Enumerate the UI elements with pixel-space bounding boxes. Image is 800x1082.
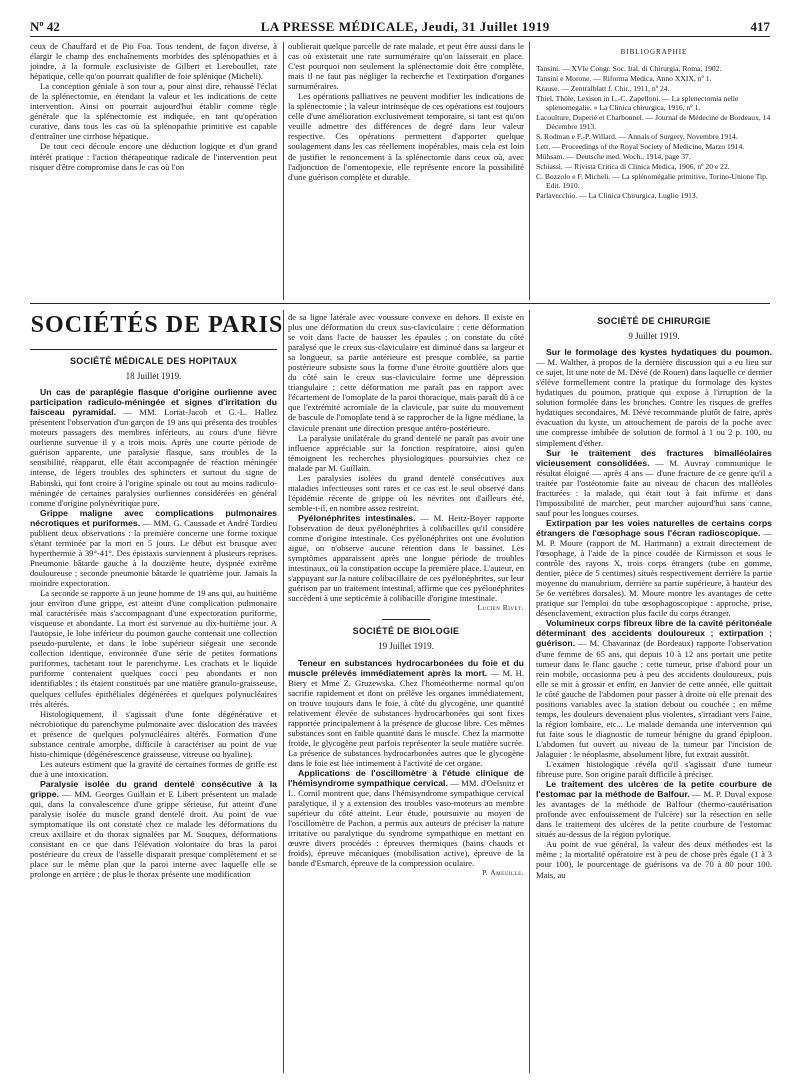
article-body: — M. Chavannaz (de Bordeaux) rapporte l'observation d'une femme de 65 ans, qui depuis 10 à 12 ans portait une petite tumeur dans le flanc gauche ; cette tumeur, prise d'abord pour un rein mobile, occasionna peu à peu des accidents douloureux, puis elle se mit à grossir et enfin, en Janvier de cette année, elle quittait le côté gauche de l'abdomen pour passer à droite où elle prenait des positions variables avec la station debout ou couchée ; en même temps, les douleurs devenaient plus violentes, s'irradiant vers l'aine, la région lombaire, etc... Le malade demanda une intervention qui fut faite sous le diagnostic de tumeur bénigne du grand épiploon. L'abdomen fut ouvert au niveau de la tumeur par l'incision de Jalaguier : le néoplasme, absolument libre, fut extrait aussitôt.	[536, 638, 772, 759]
issue-number: Nº 42	[30, 19, 60, 34]
column-rule	[529, 42, 530, 300]
biblio-entry: Thiel, Thöle, Lexison in L.-C. Zapelloni. — La splenectomia nelle splenomegalie. » La Clinica chirurgica, 1916, nº 1.	[536, 93, 739, 113]
article-title: Grippe maligne avec complications pulmonaires nécrotiques et puriformes.	[30, 507, 277, 528]
section-date: 19 Juillet 1919.	[378, 641, 434, 652]
biblio-entry: Lett. — Proceedings of the Royal Society of Medicine, Marzo 1914.	[536, 142, 745, 152]
article-title: Sur le traitement des fractures bimalléolaires vicieusement consolidées.	[536, 447, 772, 468]
running-head	[30, 18, 770, 36]
article-body: La seconde se rapporte à un jeune homme de 19 ans qui, au huitième jour environ d'une grippe, est atteint d'une complication pulmonaire mal caractérisée mais s'accompagnant d'une expectoration puriforme, visqueuse et abondante. La mort est survenue au dix-huitième jour. A l'autopsie, le lobe inférieur du poumon gauche contenait une collection pseudo-purulente, et dans le lobe supérieur siégeait une seconde collection identique, environnée d'une série de petites formations puriformes, tachetant tout le parenchyme. Les crachats et le liquide puriforme contenaient quelques cocci peu abondants et non identifiables ; ils étaient constitués par une matière granulo-graisseuse, quelques cellules épithéliales dégénérées et quelques polynucléaires très altérés.	[30, 588, 277, 709]
article-body: — MM. Lortat-Jacob et G.-L. Hallez présentent l'observation d'un garçon de 19 ans qui présenta des troubles moteurs passagers des membres inférieurs, au cours d'une fièvre ourlienne survenue il y a trois mois. Après une courte période de guérison apparente, une paralysie flasque, sans troubles de la sensibilité, réapparut, elle était accompagnée de réaction méningée intense, de légers troubles des sphincters et surtout du signe de Babinski, qui font croire à l'origine spinale ou tout au moins radiculo-méningée de certaines paralysies ourliennes considérées en général comme d'origine polynévritique pure.	[30, 407, 277, 508]
article-body: — M. Walther, à propos de la dernière discussion qui a eu lieu sur ce sujet, lit une note de M. Dévé (de Rouen) dans laquelle ce dernier s'élève formellement contre la pratique du formolage des kystes hydatiques du poumon, pratique qui expose à l'irruption de la solution formolée dans les bronches. Contre les risques de greffes hydatiques secondaires, M. Dévé recommande plutôt de faire, après évacuation du kyste, un attouchement de parois de la poche avec une compresse imbibée de solution de formol à 1 ou 2 p. 100, ou simplement d'éther.	[536, 357, 772, 448]
biblio-entry: Parlavecchio. — La Clinica Chirurgica, Luglio 1913.	[536, 191, 698, 201]
article-body: — MM. d'Oelsnitz et L. Cornil montrent que, dans l'hémisyndrome sympathique cervical paralytique, il y a extension des troubles vaso-moteurs au membre supérieur du côté atteint. Leur étude, poursuivie au moyen de l'oscillomètre de Pachon, a permis aux auteurs de préciser la nature irritative ou paralytique du syndrome sympathique en mettant en œuvre divers procédés : épreuves thermiques (bains chauds et froids), épreuve mécaniques (mobilisation active), épreuve de la bande d'Esmarch, épreuve de la compression oculaire.	[288, 778, 524, 869]
paragraph: oublierait quelque parcelle de rate malade, et peut être aussi dans le cas où existerait une rate surnuméraire qu'on laisserait en place. C'est pourquoi non seulement la splénectomie doit être complète, mais il ne faut pas négliger la recherche et l'extirpation d'organes surnuméraires.	[288, 41, 524, 92]
divider	[30, 349, 277, 350]
biblio-entry: Tansini. — XVIe Congr. Soc. Ital. di Chirurgia, Roma, 1902.	[536, 64, 722, 74]
article-body: — M. Heitz-Boyer rapporte l'observation de deux pyélonéphrites à colibacilles qu'il considère comme d'origine intestinale. Ces pyélonéphrites ont une évolution aiguë, on n'observe aucune rétention dans le bassinet. Les symptômes apparaissent après une longue période de troubles intestinaux, où la constipation occupe la première place. L'auteur, en s'appuyant sur la nature colibacillaire de ces pyélonéphrites, sur leur guérison par un traitement intestinal, affirme que ces pyélonéphrites succèdent à une septicémie à colibacille d'origine intestinale.	[288, 512, 524, 604]
article-title: Un cas de paraplégie flasque d'origine ourlienne avec participation radiculo-méningée et signes d'irritation du faisceau pyramidal.	[30, 387, 277, 418]
column-rule	[529, 310, 530, 1073]
societes-banner: SOCIÉTÉS DE PARIS	[30, 312, 284, 338]
column-rule	[283, 310, 284, 1073]
page-number: 417	[750, 19, 770, 34]
article-body: — M. P. Duval expose les avantages de la méthode de Balfour (thermo-cautérisation profonde avec enfouissement de l'ulcère) sur la résection en selle dans le traitement des ulcères de la petite courbure de l'estomac situés au-dessus de la région pylorique.	[536, 789, 772, 840]
biblio-entry: Tansini e Morone. — Riforma Medica, Anno XXIX, nº 1.	[536, 73, 712, 83]
section-heading: SOCIÉTÉ DE BIOLOGIE	[352, 626, 460, 637]
article-body: Les auteurs estiment que la gravité de certaines formes de griffe est due à une intoxication.	[30, 758, 277, 779]
article-body: de sa ligne latérale avec voussure convexe en dehors. Il existe en plus une déformation du creux sus-claviculaire : cette déformation se voit dans l'acte de hausser les épaules ; on constate du côté paralysé que le creux sus-claviculaire est diminué dans sa largeur et sa longueur, sa partie antérieure est presque comblée, sa partie postérieure subsiste sous la forme d'une étroite gouttière alors que du côté sain le creux sus-claviculaire forme une dépression triangulaire ; cette déformation me paraît pas en rapport avec l'écartement de l'omoplate de la paroi thoracique, mais paraît dû à ce que l'extrémité acromiale de la clavicule, par suite du mouvement de bascule de l'omoplate tend à se rapprocher de la ligne médiane, la clavicule prenant une direction presque antéro-postérieure.	[288, 312, 524, 433]
bottom-column-2	[288, 312, 524, 1074]
section-rule	[30, 303, 770, 304]
section-date: 9 Juillet 1919.	[628, 331, 680, 342]
biblio-entry: C. Bozzolo e F. Micheli. — La splénomégalie primitive, Torino-Unione Tip. Edit. 1910.	[536, 172, 768, 191]
biblio-entry: S. Rodman e F.-P. Willard. — Annals of Surgery, Novembre 1914.	[536, 132, 738, 142]
article-title: Pyélonéphrites intestinales.	[298, 512, 416, 523]
article-title: Sur le formolage des kystes hydatiques du poumon.	[546, 347, 772, 358]
divider	[382, 619, 430, 620]
article-body: Au point de vue général, la valeur des deux méthodes est la même ; la mortalité opératoire est à peu de chose près égale (1 à 3 pour 100), le pourcentage de guérisons va de 70 à 80 pour 100. Mais, au	[536, 839, 772, 880]
article-body: — M. H. Biery et Mme Z. Gruzewska. Chez l'homéotherme normal qu'on sacrifie rapidement et dont on prélève les organes immédiatement, on trouve toujours dans le foie, à côté du glycogène, une quantité relativement élevée de substances hydrocarbonées qui sont fixes rapportée principalement à la présence de glucose libre. Ces mêmes substances sont en faible quantité dans le muscle. Chez la marmotte froide, le glycogène peut parfois représenter la seule matière sucrée. La présence de substances hydrocarbonées autres que le glycogène dans le foie est liée intimement à l'activité de cet organe.	[288, 667, 524, 768]
article-body: Les paralysies isolées du grand dentelé consécutives aux maladies infectieuses sont rares et ce cas est le seul observé dans l'épidémie récente de grippe où les névrites ont d'ailleurs été, semble-t-il, en nombre assez restreint.	[288, 472, 524, 513]
header-rule	[30, 36, 770, 37]
biblio-entry: Lacoulture, Duperié et Charbonnel. — Journal de Médecine de Bordeaux, 14 Décembre 1913.	[536, 113, 771, 132]
article-title: Applications de l'oscillomètre à l'étude clinique de l'hémisyndrome sympathique cervical.	[288, 768, 524, 789]
paragraph: De tout ceci découle encore une déduction logique et d'un grand intérêt pratique : l'action thérapeutique radicale de l'intervention peut risquer d'être compromise dans le cas où l'on	[30, 141, 277, 172]
biblio-entry: Krause. — Zentralblatt f. Chir., 1911, nº 24.	[536, 83, 670, 93]
article-body: Histologiquement, il s'agissait d'une fonte dégénérative et nécrobiotique du parenchyme pulmonaire avec dislocation des travées et présence de quelques polynucléaires altérés. Formation d'une substance centrale amorphe, difficile à caractériser au point de vue histo-chimique (dégénérescence graisseuse, vitreuse ou hyaline).	[30, 708, 277, 759]
signature: Lucien Rivet.	[477, 603, 524, 613]
top-column-1	[30, 41, 277, 303]
top-column-2	[288, 41, 524, 303]
bibliography	[536, 41, 772, 303]
article-title: Le traitement des ulcères de la petite courbure de l'estomac par la méthode de Balfour.	[536, 779, 772, 800]
section-heading: SOCIÉTÉ DE CHIRURGIE	[597, 316, 711, 326]
section-heading: SOCIÉTÉ MÉDICALE DES HOPITAUX	[69, 356, 238, 366]
journal-title: LA PRESSE MÉDICALE, Jeudi, 31 Juillet 1919	[260, 19, 550, 34]
paragraph: Les opérations palliatives ne peuvent modifier les indications de la splénectomie ; la valeur intrinsèque de ces opérations est toujours celle d'une amélioration exclusivement temporaire, si tant est qu'on veuille admettre des différences de degré dans leur valeur respective. Ces opérations permettent d'apporter quelque soulagement dans les cas réellement inopérables, mais cela est loin de justifier le renoncement à la splénectomie dans ceux où, avec l'adjonction de l'omentopexie, elle représente encore la possibilité d'une guérison complète et durable.	[288, 91, 524, 182]
article-body: — MM. Georges Guillain et E Libert présentent un malade qui, dans la convalescence d'une grippe sérieuse, fut atteint d'une paralysie isolée du muscle grand dentelé droit. Au point de vue symptomatique ils ont constaté chez ce malade les déformations du creux axillaire et du thorax signalées par M. Souques, déformations consistant en ce que dans l'élévation volontaire du bras la paroi postérieure du creux de l'asselle disparait presque complètement et se place sur le même plan que la paroi interne avec laquelle elle se prolonge en arrière ; de plus le thorax présente une modification	[30, 788, 277, 880]
article-title: Extirpation par les voies naturelles de certains corps étrangers de l'œsophage sous l'écran radioscopique.	[536, 517, 772, 538]
article-body: — M. P. Moure (rapport de M. Hartmann) a extrait directement de l'œsophage, à l'aide de la pince coudée de Kirmisson et sous le contrôle des rayons X, trois corps étrangers (tube en gomme, dentier, pièce de 5 centimes) situés respectivement derrière la partie moyenne du manubrium, derrière sa partie supérieure, à hauteur des 5e 6e vertèbres dorsales). M. Moure montre les avantages de cette pratique sur l'emploi du tube œsophagoscopique : approche, prise, désenclavement, extraction plus facile du corps étranger.	[536, 527, 772, 619]
column-rule	[283, 42, 284, 300]
section-date: 18 Juillet 1919.	[125, 371, 182, 382]
article-body: — M. Auvray communique le résultat éloigné — après 4 ans — d'une fracture de ce genre qu'il a traitée par l'ostéotomie faite au niveau de chacun des malléoles fracturées : la malade, qui était tout à fait infirme et dans l'impossibilité de marcher, peut marcher aujourd'hui sans canne, sauf pour les longues courses.	[536, 457, 772, 518]
article-title: Volumineux corps fibreux libre de la cavité péritonéale déterminant des accidents douloureux ; extirpation ; guérison.	[536, 618, 772, 649]
paragraph: ceux de Chauffard et de Pio Foa. Tous tendent, de façon diverse, à élargir le champ des enchaînements morbides des splénopathies et à joindre, à la formule exclusiviste de Gilbert et Lereboullet, rate hépatique, celle qu'on pourrait qualifier de foie splénique (Micheli).	[30, 41, 277, 82]
article-body: — MM. G. Caussade et André Tardieu publient deux observations : la première concerne une forme toxique s'étant terminée par la mort en 5 jours. Le début est brusque avec hyperthermie à 39°-41°. Des épistaxis surviennent à plusieurs reprises. Pneumonie bâtarde gauche à la douzième heure, dyspnée extrême douloureuse ; seconde pneumonie bâtarde le quatrième jour. Jamais la moindre expectoration.	[30, 517, 277, 588]
signature: P. Ameuille.	[482, 868, 524, 878]
paragraph: La conception géniale à son tour a, pour ainsi dire, rehaussé l'éclat de la splénectomie, en étendant la valeur et les indications de cette intervention. Ainsi on pourrait aujourd'hui établir comme règle générale que la splénectomie est indiquée, en tant qu'opération curative, dans tous les cas où la splénopathie primitive est capable d'entraîner une cirrhose hépatique.	[30, 81, 277, 142]
biblio-entry: Schiassi. — Rivista Critica di Clinica Medica, 1906, nº 20 e 22.	[536, 162, 730, 172]
article-title: Teneur en substances hydrocarbonées du foie et du muscle prélevés immédiatement après la mort.	[288, 657, 524, 678]
bottom-column-1	[30, 345, 277, 1073]
article-body: La paralysie unilatérale du grand dentelé ne paraît pas avoir une influence appréciable sur la fonction respiratoire, ainsi qu'en témoignent les recherches physiologiques poursuivies chez ce malade par M. Guillain.	[288, 432, 524, 473]
article-body: L'examen histologique révéla qu'il s'agissait d'une tumeur fibreuse pure. Son origine paraît difficile à préciser.	[536, 759, 772, 780]
bibliography-title: BIBLIOGRAPHIE	[620, 48, 688, 56]
bottom-column-3	[536, 312, 772, 1074]
article-title: Paralysie isolée du grand dentelé consécutive à la grippe.	[30, 778, 277, 799]
biblio-entry: Mühsam. — Deutsche med. Woch., 1914, page 37.	[536, 152, 691, 162]
